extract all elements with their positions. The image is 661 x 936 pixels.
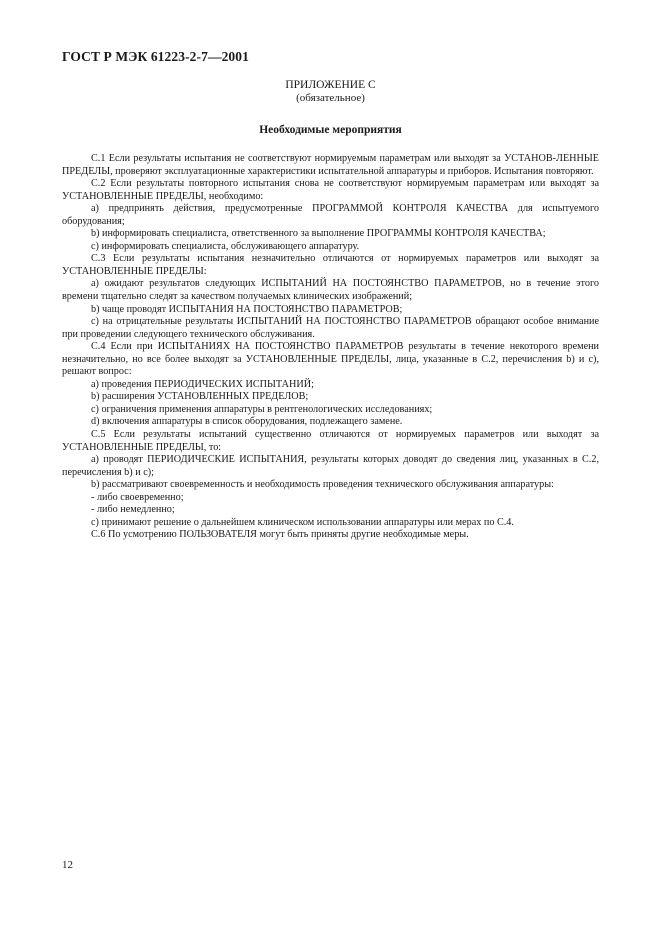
list-item-c4d: d) включения аппаратуры в список оборудования, подлежащего замене. <box>91 416 403 428</box>
standard-header: ГОСТ Р МЭК 61223-2-7—2001 <box>62 49 249 64</box>
paragraph-c4: С.4 Если при ИСПЫТАНИЯХ НА ПОСТОЯНСТВО ПАРАМЕТРОВ результаты в течение некоторого времени незначительно, но все более выходят за УСТАНОВЛЕННЫЕ ПРЕДЕЛЫ, лица, указанные в С.2, перечисления b) и с), решают вопрос: <box>62 341 599 378</box>
list-item-c2c: с) информировать специалиста, обслуживающего аппаратуру. <box>91 240 360 252</box>
paragraph-c5: С.5 Если результаты испытаний существенно отличаются от нормируемых параметров или выходят за УСТАНОВЛЕННЫЕ ПРЕДЕЛЫ, то: <box>62 429 599 453</box>
list-item-c2b: b) информировать специалиста, ответственного за выполнение ПРОГРАММЫ КОНТРОЛЯ КАЧЕСТВА; <box>91 228 546 240</box>
list-item-c3b: b) чаще проводят ИСПЫТАНИЯ НА ПОСТОЯНСТВО ПАРАМЕТРОВ; <box>91 303 403 315</box>
list-item-c5a: а) проводят ПЕРИОДИЧЕСКИЕ ИСПЫТАНИЯ, результаты которых доводят до сведения лиц, указанных в С.2, перечисления b) и с); <box>62 454 599 478</box>
list-item-c2a: а) предпринять действия, предусмотренные ПРОГРАММОЙ КОНТРОЛЯ КАЧЕСТВА для испытуемого оборудования; <box>62 203 599 227</box>
document-body <box>62 153 599 542</box>
paragraph-c1: С.1 Если результаты испытания не соответствуют нормируемым параметрам или выходят за УСТАНОВ-ЛЕННЫЕ ПРЕДЕЛЫ, проверяют эксплуатационные характеристики испытательной аппаратуры и приборов. Испытания повторяют. <box>62 153 599 177</box>
section-title: Необходимые мероприятия <box>259 124 402 136</box>
list-item-c5b2: - либо немедленно; <box>91 504 175 516</box>
appendix-title: ПРИЛОЖЕНИЕ С <box>285 79 376 91</box>
paragraph-c3: С.3 Если результаты испытания незначительно отличаются от нормируемых параметров или выходят за УСТАНОВЛЕННЫЕ ПРЕДЕЛЫ: <box>62 253 599 277</box>
appendix-status: (обязательное) <box>296 92 365 104</box>
list-item-c4c: с) ограничения применения аппаратуры в рентгенологических исследованиях; <box>91 403 433 415</box>
list-item-c3c: с) на отрицательные результаты ИСПЫТАНИЙ НА ПОСТОЯНСТВО ПАРАМЕТРОВ обращают особое внимание при проведении следующего технического обслуживания. <box>62 316 599 340</box>
page-number: 12 <box>62 859 73 871</box>
paragraph-c2: С.2 Если результаты повторного испытания снова не соответствуют нормируемым параметрам или выходят за УСТАНОВЛЕННЫЕ ПРЕДЕЛЫ, необходимо: <box>62 178 599 202</box>
list-item-c5b: b) рассматривают своевременность и необходимость проведения технического обслуживания аппаратуры: <box>91 479 554 491</box>
list-item-c5c: с) принимают решение о дальнейшем клиническом использовании аппаратуры или мерах по С.4. <box>91 516 514 528</box>
list-item-c4a: а) проведения ПЕРИОДИЧЕСКИХ ИСПЫТАНИЙ; <box>91 378 314 390</box>
list-item-c3a: а) ожидают результатов следующих ИСПЫТАНИЙ НА ПОСТОЯНСТВО ПАРАМЕТРОВ, но в течение этого времени тщательно следят за качеством получаемых клинических изображений; <box>62 278 599 303</box>
list-item-c5b1: - либо своевременно; <box>91 491 184 503</box>
paragraph-c6: С.6 По усмотрению ПОЛЬЗОВАТЕЛЯ могут быть приняты другие необходимые меры. <box>91 529 469 541</box>
list-item-c4b: b) расширения УСТАНОВЛЕННЫХ ПРЕДЕЛОВ; <box>91 391 309 403</box>
